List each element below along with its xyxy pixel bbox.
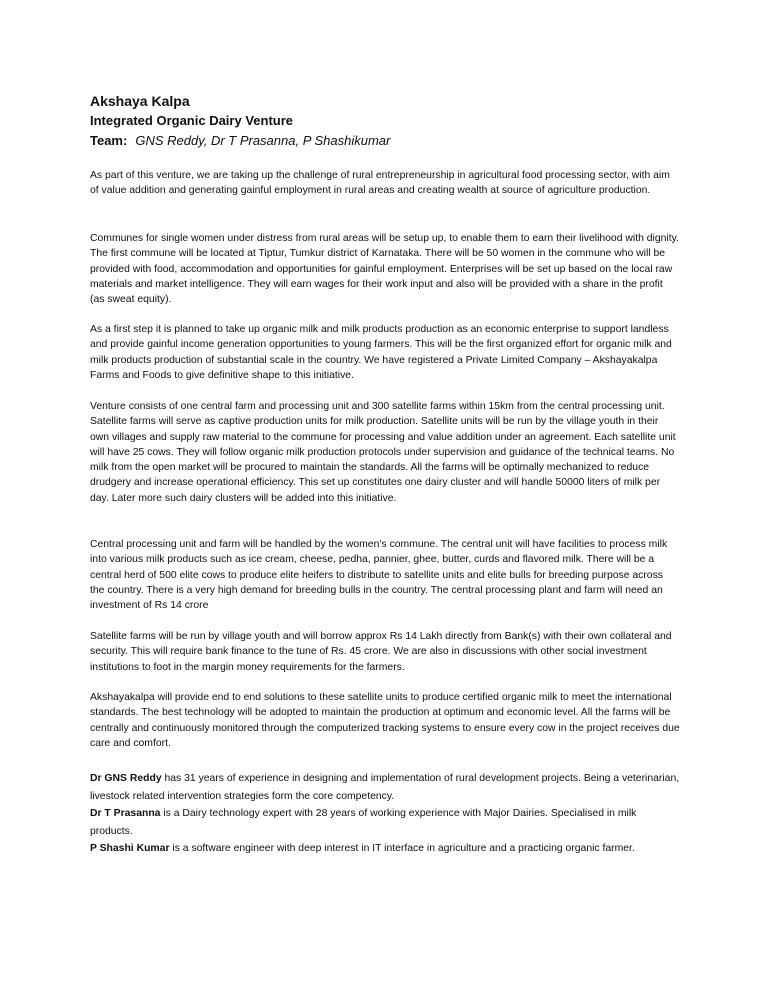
bio-text: has 31 years of experience in designing and implementation of rural development projects. Being a veterinarian, livestock related intervention strategies form the core competency.	[90, 773, 680, 802]
paragraph-text: Satellite farms will be run by village youth and will borrow approx Rs 14 Lakh directly from Bank(s) with their own collateral and security. This will require bank finance to the tune of Rs. 45 crore. We are also in discussions with other social investment institutions to foot in the margin money requirements for the farmers.	[90, 631, 672, 673]
paragraph-6	[90, 629, 680, 675]
paragraph-text: Central processing unit and farm will be handled by the women’s commune. The central unit will have facilities to process milk into various milk products such as ice cream, cheese, pedha, pannier, ghee, butter, curds and flavored milk. There will be a central herd of 500 elite cows to produce elite heifers to distribute to satellite units and elite bulls for breeding purpose across the country. There is a very high demand for breeding bulls in the country. The central processing plant and farm will need an investment of Rs 14 crore	[90, 539, 668, 612]
bio-name: Dr GNS Reddy	[90, 773, 162, 784]
paragraph-text: Akshayakalpa will provide end to end solutions to these satellite units to produce certified organic milk to meet the international standards. The best technology will be adopted to maintain the production at optimum and economic level. All the farms will be centrally and continuously monitored through the computerized tracking systems to ensure every cow in the project receives due care and comfort.	[90, 692, 680, 749]
team-members: GNS Reddy, Dr T Prasanna, P Shashikumar	[135, 133, 391, 148]
paragraph-text: Venture consists of one central farm and processing unit and 300 satellite farms within 15km from the central processing unit. Satellite farms will serve as captive production units for milk production. Satellite units will be run by the village youth in their own villages and supply raw material to the commune for processing and value addition under an agreement. Each satellite unit will have 25 cows. They will follow organic milk production protocols under supervision and guidance of the technical teams. No milk from the open market will be procured to maintain the standards. All the farms will be optimally mechanized to reduce drudgery and increase operational efficiency. This set up constitutes one dairy cluster and will handle 50000 liters of milk per day. Later more such dairy clusters will be added into this initiative.	[90, 401, 676, 504]
paragraph-2	[90, 231, 680, 307]
document-header	[90, 92, 680, 150]
team-line	[90, 132, 680, 150]
document-subtitle: Integrated Organic Dairy Venture	[90, 113, 294, 128]
bio-name: P Shashi Kumar	[90, 843, 170, 854]
document-title: Akshaya Kalpa	[90, 93, 190, 109]
bio-prasanna	[90, 805, 680, 840]
bio-reddy	[90, 770, 680, 805]
paragraph-7	[90, 690, 680, 751]
bio-text: is a Dairy technology expert with 28 years of working experience with Major Dairies. Specialised in milk products.	[90, 808, 637, 837]
paragraph-3	[90, 322, 680, 383]
bio-text: is a software engineer with deep interest in IT interface in agriculture and a practicing organic farmer.	[169, 843, 635, 854]
team-bios	[90, 770, 680, 858]
paragraph-text: As a first step it is planned to take up organic milk and milk products production as an economic enterprise to support landless and provide gainful income generation opportunities to young farmers. This will be the first organized effort for organic milk and milk products production of substantial scale in the country. We have registered a Private Limited Company – Akshayakalpa Farms and Foods to give definitive shape to this initiative.	[90, 324, 672, 381]
paragraph-1	[90, 168, 680, 199]
bio-name: Dr T Prasanna	[90, 808, 161, 819]
paragraph-text: Communes for single women under distress from rural areas will be setup up, to enable them to earn their livelihood with dignity. The first commune will be located at Tiptur, Tumkur district of Karnataka. There will be 50 women in the commune who will be provided with food, accommodation and opportunities for gainful employment. Enterprises will be set up based on the local raw materials and market intelligence. They will earn wages for their work input and also will be provided with a share in the profit (as sweat equity).	[90, 233, 679, 306]
bio-shashikumar	[90, 840, 680, 858]
paragraph-4	[90, 399, 680, 506]
team-label: Team:	[90, 133, 128, 148]
paragraph-text: As part of this venture, we are taking up the challenge of rural entrepreneurship in agricultural food processing sector, with aim of value addition and generating gainful employment in rural areas and creating wealth at source of agriculture production.	[90, 170, 670, 197]
paragraph-5	[90, 537, 680, 613]
